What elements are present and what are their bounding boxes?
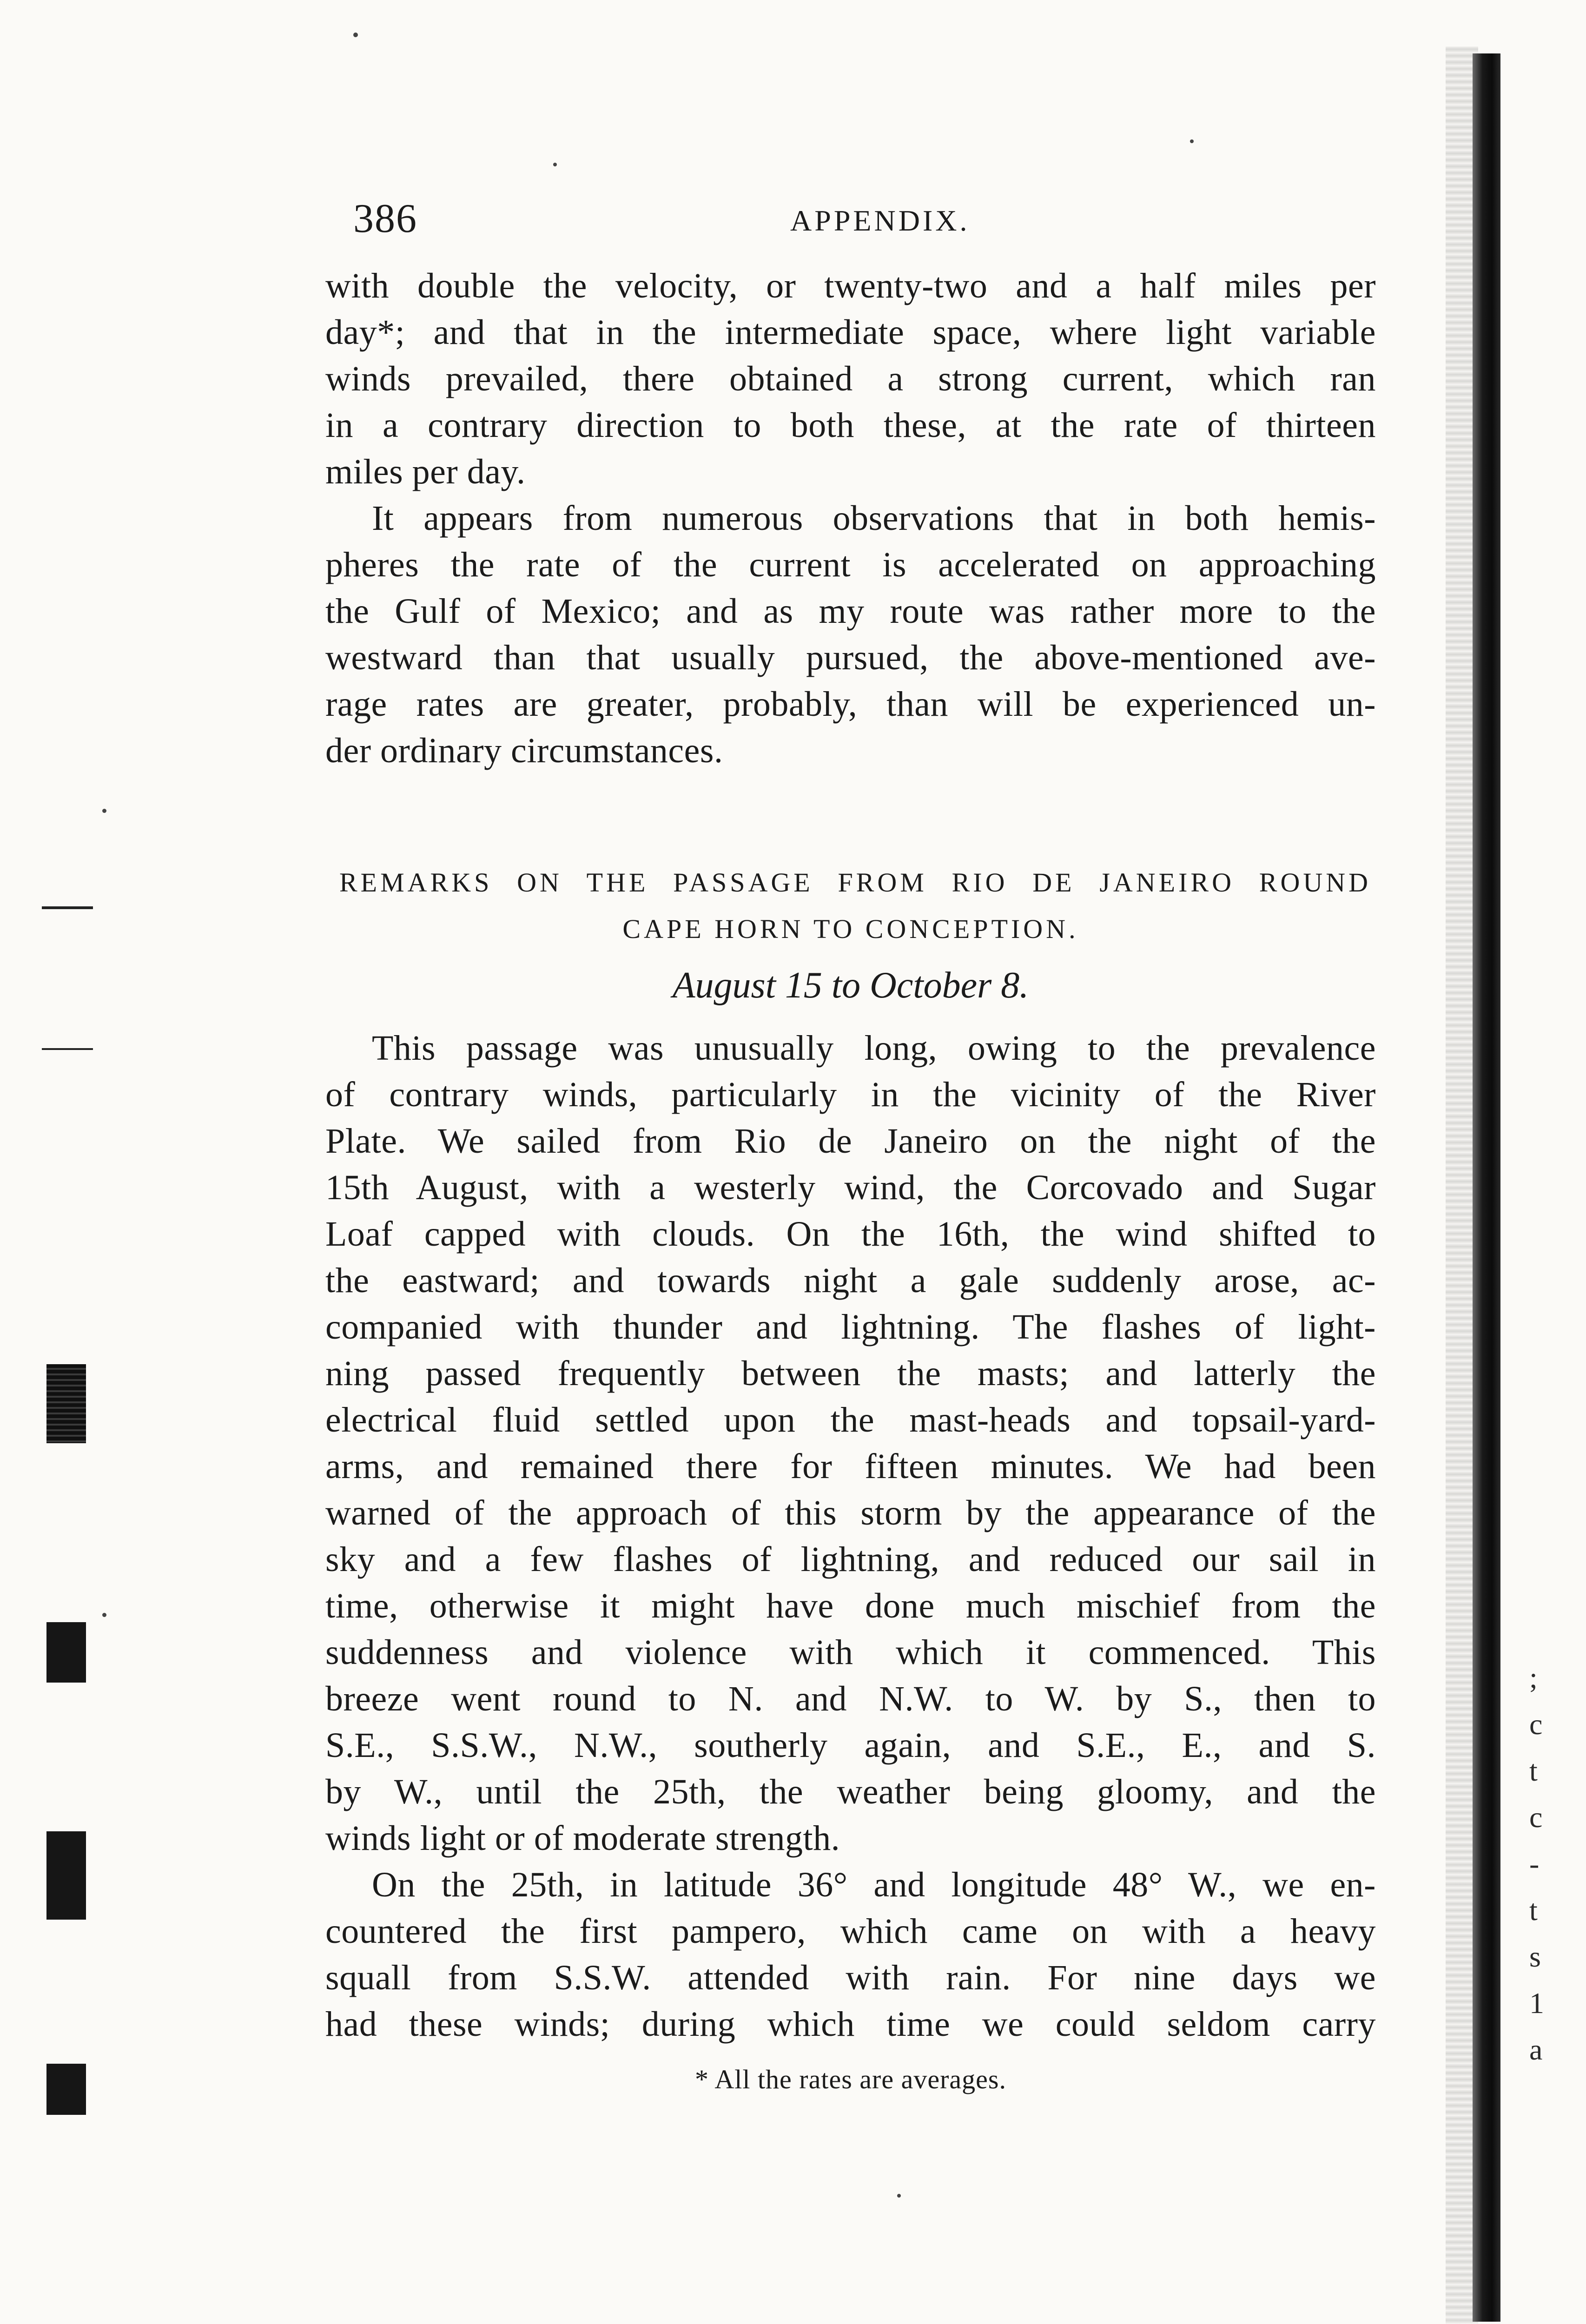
margin-char: 1 xyxy=(1529,1987,1544,2020)
text-line: ning passed frequently between the masts; and latterly the xyxy=(325,1354,1376,1393)
text-line: miles per day. xyxy=(325,452,526,491)
margin-char: c xyxy=(1529,1801,1543,1834)
left-edge-tab-4 xyxy=(46,2064,86,2115)
text-line: 15th August, with a westerly wind, the Corcovado and Sugar xyxy=(325,1168,1376,1207)
text-line: rage rates are greater, probably, than will be experienced un- xyxy=(325,685,1376,724)
text-line: squall from S.S.W. attended with rain. For nine days we xyxy=(325,1958,1376,1997)
text-line: arms, and remained there for fifteen minutes. We had been xyxy=(325,1447,1376,1486)
text-line: the eastward; and towards night a gale suddenly arose, ac- xyxy=(325,1261,1376,1300)
section-title: REMARKS ON THE PASSAGE FROM RIO DE JANEIRO ROUND xyxy=(339,867,1371,898)
text-line: time, otherwise it might have done much mischief from the xyxy=(325,1586,1376,1625)
text-line: On the 25th, in latitude 36° and longitude 48° W., we en- xyxy=(372,1865,1376,1904)
running-head: APPENDIX. xyxy=(790,204,970,237)
text-line: suddenness and violence with which it commenced. This xyxy=(325,1633,1376,1672)
margin-char: - xyxy=(1529,1847,1540,1880)
left-edge-dash-1 xyxy=(42,906,93,909)
text-line: Plate. We sailed from Rio de Janeiro on the night of the xyxy=(325,1122,1376,1161)
margin-char: c xyxy=(1529,1708,1543,1741)
text-line: electrical fluid settled upon the mast-heads and topsail-yard- xyxy=(325,1400,1376,1439)
page-header xyxy=(353,195,1353,251)
speck xyxy=(102,1613,106,1617)
text-line: It appears from numerous observations that in both hemis- xyxy=(372,499,1376,538)
speck xyxy=(553,163,557,166)
text-line: countered the first pampero, which came on with a heavy xyxy=(325,1912,1376,1951)
text-line: with double the velocity, or twenty-two and a half miles per xyxy=(325,266,1376,305)
text-line: warned of the approach of this storm by the appearance of the xyxy=(325,1493,1376,1532)
speck xyxy=(102,809,106,813)
text-line: the Gulf of Mexico; and as my route was rather more to the xyxy=(325,592,1376,631)
text-line: sky and a few flashes of lightning, and reduced our sail in xyxy=(325,1540,1376,1579)
left-edge-tab-3 xyxy=(46,1831,86,1920)
text-line: had these winds; during which time we could seldom carry xyxy=(325,2005,1376,2044)
text-line: day*; and that in the intermediate space, where light variable xyxy=(325,313,1376,352)
margin-bleed-text xyxy=(1529,1655,1544,2073)
section-title: CAPE HORN TO CONCEPTION. xyxy=(622,914,1079,944)
margin-char: t xyxy=(1529,1754,1538,1787)
margin-char: a xyxy=(1529,2033,1543,2066)
date-subheading: August 15 to October 8. xyxy=(672,965,1029,1006)
text-line: winds prevailed, there obtained a strong current, which ran xyxy=(325,359,1376,398)
text-line: in a contrary direction to both these, at the rate of thirteen xyxy=(325,406,1376,445)
margin-char: s xyxy=(1529,1940,1541,1973)
text-line: westward than that usually pursued, the above-mentioned ave- xyxy=(325,638,1376,677)
text-line: of contrary winds, particularly in the vicinity of the River xyxy=(325,1075,1376,1114)
left-edge-dash-2 xyxy=(42,1048,93,1050)
text-line: pheres the rate of the current is accelerated on approaching xyxy=(325,545,1376,584)
page-number: 386 xyxy=(353,196,417,241)
text-line: S.E., S.S.W., N.W., southerly again, and S.E., E., and S. xyxy=(325,1726,1376,1765)
margin-char: t xyxy=(1529,1894,1538,1927)
text-line: der ordinary circumstances. xyxy=(325,731,723,770)
text-line: breeze went round to N. and N.W. to W. by S., then to xyxy=(325,1679,1376,1718)
left-edge-tab-2 xyxy=(46,1622,86,1683)
text-line: This passage was unusually long, owing to the prevalence xyxy=(372,1029,1376,1068)
text-line: winds light or of moderate strength. xyxy=(325,1819,840,1858)
footnote: * All the rates are averages. xyxy=(695,2064,1006,2094)
speck xyxy=(353,33,358,37)
text-line: by W., until the 25th, the weather being gloomy, and the xyxy=(325,1772,1376,1811)
page-binding-edge xyxy=(1473,53,1500,2322)
speck xyxy=(1190,139,1194,143)
margin-char: ; xyxy=(1529,1661,1538,1694)
text-line: companied with thunder and lightning. The flashes of light- xyxy=(325,1307,1376,1347)
text-line: Loaf capped with clouds. On the 16th, the wind shifted to xyxy=(325,1215,1376,1254)
left-edge-tab-1 xyxy=(46,1364,86,1443)
speck xyxy=(897,2194,901,2198)
